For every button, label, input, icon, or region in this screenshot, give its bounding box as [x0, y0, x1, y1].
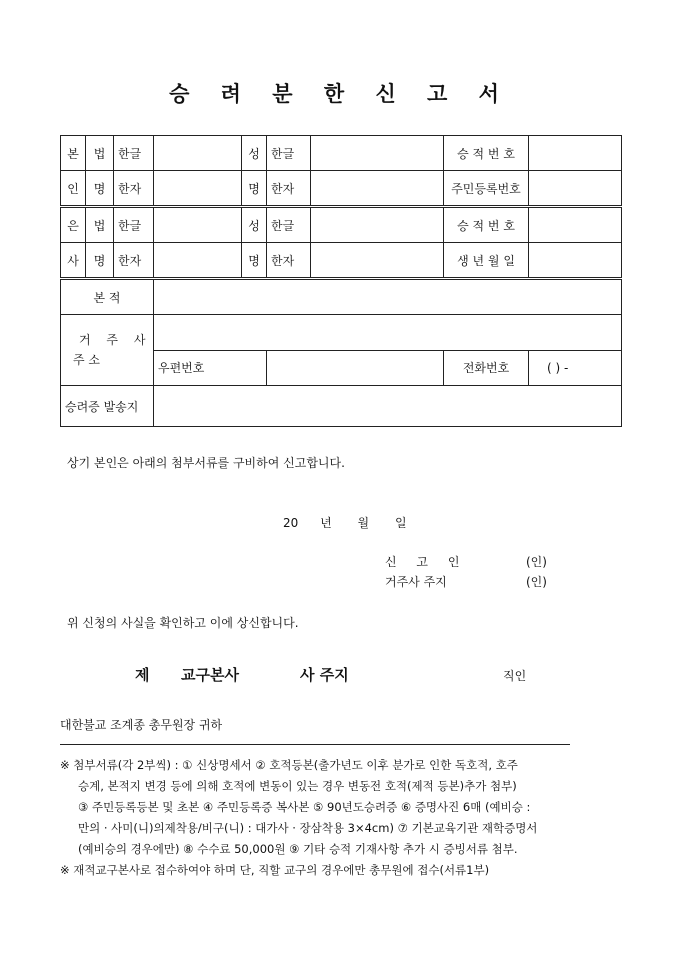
applicant-label: 신 고 인	[385, 555, 468, 569]
label-eun: 은	[61, 207, 86, 243]
registration-form	[60, 135, 622, 427]
label-hangeul: 한글	[114, 136, 154, 171]
document-title: 승 려 분 한 신 고 서	[169, 81, 511, 106]
district-prefix: 제	[135, 666, 150, 684]
date-d: 일	[394, 516, 407, 530]
label-postal-code: 우편번호	[154, 350, 267, 386]
input-dharma-hanja[interactable]	[154, 171, 242, 207]
label-hanja: 한자	[114, 243, 154, 279]
district-role: 사 주지	[300, 666, 349, 684]
label-hangeul: 한글	[114, 207, 154, 243]
label-in: 인	[61, 171, 86, 207]
district-name: 교구본사	[181, 666, 239, 684]
statement: 상기 본인은 아래의 첨부서류를 구비하여 신고합니다.	[67, 456, 345, 470]
label-resident-no: 주민등록번호	[444, 171, 529, 207]
label-birth: 생 년 월 일	[444, 243, 529, 279]
input-dharma-hangeul[interactable]	[154, 136, 242, 171]
date-y: 년	[320, 516, 332, 530]
label-residence-temple: 거 주 사	[79, 333, 152, 347]
input-teacher-name-hangeul[interactable]	[311, 207, 444, 243]
label-bonjeok: 본 적	[61, 279, 154, 315]
note-line: ※ 첨부서류(각 2부씩) : ① 신상명세서 ② 호적등본(출가년도 이후 분가로 인한 독호적, 호주	[60, 758, 518, 772]
label-name-myeong: 명	[242, 243, 267, 279]
input-bonjeok[interactable]	[154, 279, 622, 315]
abbot-label: 거주사 주지	[385, 575, 447, 589]
note-line: 만의 · 사미(니)의제착용/비구(니) : 대가사 · 장삼착용 3×4cm) ⑦ 기본교육기관 재학증명서	[78, 821, 538, 835]
label-seungjeok-no: 승 적 번 호	[444, 136, 529, 171]
date-line	[283, 514, 407, 531]
input-name-hangeul[interactable]	[311, 136, 444, 171]
label-hanja: 한자	[267, 243, 311, 279]
date-year: 20	[283, 516, 299, 530]
input-phone[interactable]: ( ) -	[529, 350, 622, 386]
input-teacher-seungjeok-no[interactable]	[529, 207, 622, 243]
divider	[60, 744, 570, 745]
input-residence-address[interactable]	[154, 315, 622, 351]
input-birth[interactable]	[529, 243, 622, 279]
label-seong: 성	[242, 136, 267, 171]
label-bon: 본	[61, 136, 86, 171]
label-residence-address: 주 소	[73, 353, 100, 367]
label-beop: 법	[86, 136, 114, 171]
note-line: ③ 주민등록등본 및 초본 ④ 주민등록증 복사본 ⑤ 90년도승려증 ⑥ 증명사진 6매 (예비승 :	[78, 800, 531, 814]
label-teacher-seungjeok-no: 승 적 번 호	[444, 207, 529, 243]
note-line: 승계, 본적지 변경 등에 의해 호적에 변동이 있는 경우 변동전 호적(제적 등본)추가 첨부)	[78, 779, 517, 793]
label-cert-send: 승려증 발송지	[61, 386, 154, 427]
label-myeong: 명	[86, 243, 114, 279]
label-seong: 성	[242, 207, 267, 243]
label-residence	[61, 315, 154, 386]
label-hanja: 한자	[267, 171, 311, 207]
input-cert-send[interactable]	[154, 386, 622, 427]
input-teacher-dharma-hangeul[interactable]	[154, 207, 242, 243]
input-name-hanja[interactable]	[311, 171, 444, 207]
input-postal-code[interactable]	[267, 350, 444, 386]
label-hangeul: 한글	[267, 136, 311, 171]
label-hangeul: 한글	[267, 207, 311, 243]
label-phone: 전화번호	[444, 350, 529, 386]
input-teacher-name-hanja[interactable]	[311, 243, 444, 279]
input-resident-no[interactable]	[529, 171, 622, 207]
date-m: 월	[357, 516, 370, 530]
label-sa: 사	[61, 243, 86, 279]
abbot-seal: (인)	[526, 575, 547, 589]
note-line: (예비승의 경우에만) ⑧ 수수료 50,000원 ⑨ 기타 승적 기재사항 추가 시 증빙서류 첨부.	[78, 842, 518, 856]
attachment-notes	[60, 755, 620, 881]
label-myeong: 명	[86, 171, 114, 207]
confirm-statement: 위 신청의 사실을 확인하고 이에 상신합니다.	[67, 616, 299, 630]
input-teacher-dharma-hanja[interactable]	[154, 243, 242, 279]
note-line: ※ 재적교구본사로 접수하여야 하며 단, 직할 교구의 경우에만 총무원에 접수(서류1부)	[60, 863, 490, 877]
addressee: 대한불교 조계종 총무원장 귀하	[60, 718, 223, 732]
official-seal: 직인	[503, 669, 527, 683]
input-seungjeok-no[interactable]	[529, 136, 622, 171]
applicant-seal: (인)	[526, 555, 547, 569]
label-name-myeong: 명	[242, 171, 267, 207]
label-hanja: 한자	[114, 171, 154, 207]
label-beop: 법	[86, 207, 114, 243]
